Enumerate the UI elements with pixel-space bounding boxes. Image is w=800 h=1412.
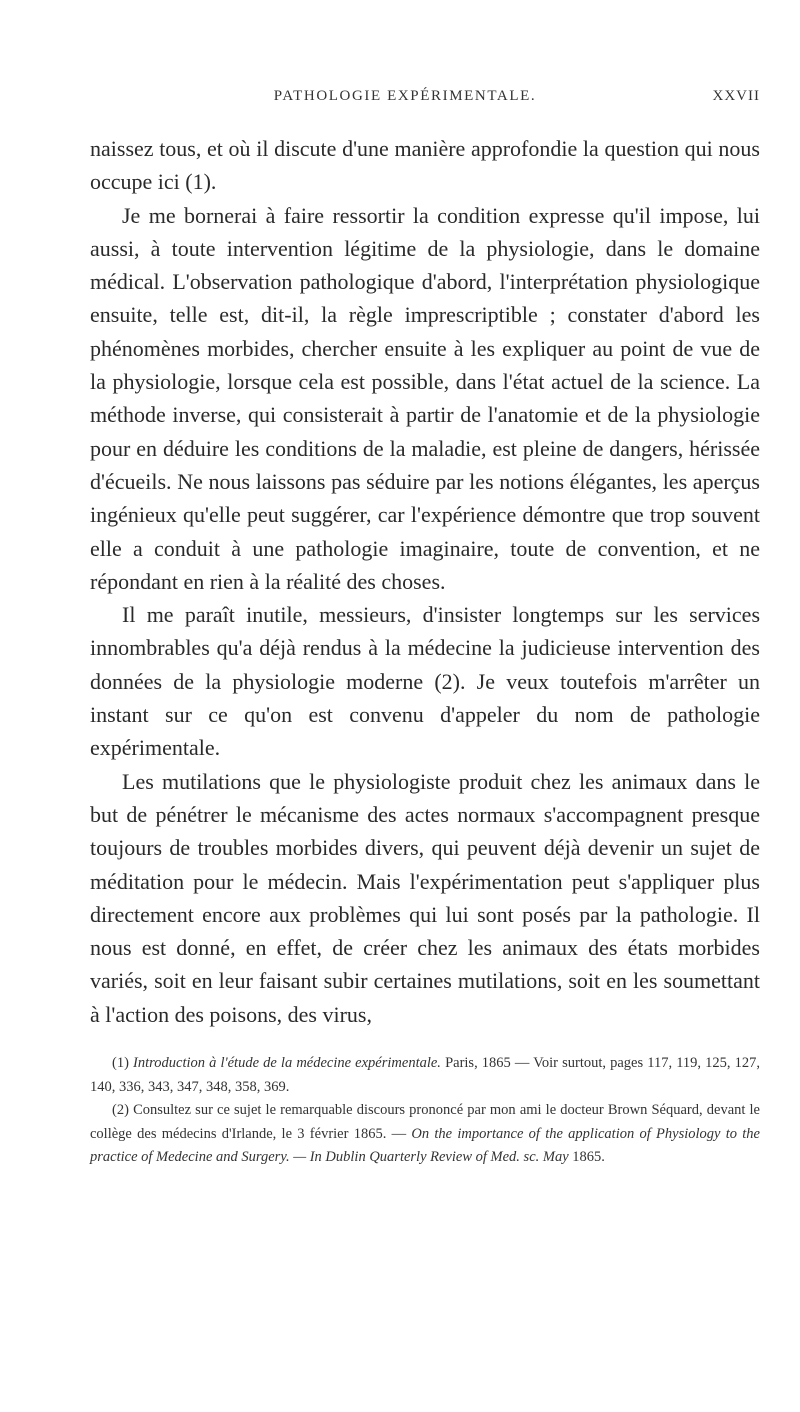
footnote-2-end: 1865. [572,1149,605,1165]
footnote-2-marker: (2) [112,1102,129,1118]
footnote-1-title: Introduction à l'étude de la médecine expérimentale. [133,1055,441,1071]
footnote-2 [90,1099,760,1170]
footnote-2-title: On the importance of the application of Physiology to the practice of Medecine and Surgery. — In Dublin Quarterly Review of Med. sc. May [90,1125,760,1165]
page-number: XXVII [712,88,760,104]
page-header [90,88,760,114]
paragraph-4: Les mutilations que le physiologiste produit chez les animaux dans le but de pénétrer le mécanisme des actes normaux s'accompagnent presque toujours de troubles morbides divers, qui peuvent déjà devenir un sujet de méditation pour le médecin. Mais l'expérimentation peut s'appliquer plus directement encore aux problèmes qui lui sont posés par la pathologie. Il nous est donné, en effet, de créer chez les animaux des états morbides variés, soit en leur faisant subir certaines mutilations, soit en les soumettant à l'action des poisons, des virus, [90,768,760,1027]
footnote-1-marker: (1) [112,1055,129,1071]
running-title: PATHOLOGIE EXPÉRIMENTALE. [273,88,537,104]
footnotes [90,1052,760,1170]
paragraph-3: Il me paraît inutile, messieurs, d'insister longtemps sur les services innombrables qu'a déjà rendus à la médecine la judicieuse intervention des données de la physiologie moderne (2). Je veux toutefois m'arrêter un instant sur ce qu'on est convenu d'appeler du nom de pathologie expérimentale. [90,602,760,761]
footnote-1 [90,1052,760,1099]
main-text [90,132,760,1031]
footnote-2-text: Consultez sur ce sujet le remarquable discours prononcé par mon ami le docteur Brown Séquard, devant le collège des médecins d'Irlande, le 3 février 1865. — [90,1102,760,1142]
paragraph-1: naissez tous, et où il discute d'une manière approfondie la question qui nous occupe ici (1). [90,136,760,195]
footnote-1-text: Paris, 1865 — Voir surtout, pages 117, 119, 125, 127, 140, 336, 343, 347, 348, 358, 369. [90,1055,761,1095]
paragraph-2: Je me bornerai à faire ressortir la condition expresse qu'il impose, lui aussi, à toute intervention légitime de la physiologie, dans le domaine médical. L'observation pathologique d'abord, l'interprétation physiologique ensuite, telle est, dit-il, la règle imprescriptible ; constater d'abord les phénomènes morbides, chercher ensuite à les expliquer au point de vue de la physiologie, lorsque cela est possible, dans l'état actuel de la science. La méthode inverse, qui consisterait à partir de l'anatomie et de la physiologie pour en déduire les conditions de la maladie, est pleine de dangers, hérissée d'écueils. Ne nous laissons pas séduire par les notions élégantes, les aperçus ingénieux qu'elle peut suggérer, car l'expérience démontre que trop souvent elle a conduit à une pathologie imaginaire, toute de convention, et ne répondant en rien à la réalité des choses. [90,202,760,594]
